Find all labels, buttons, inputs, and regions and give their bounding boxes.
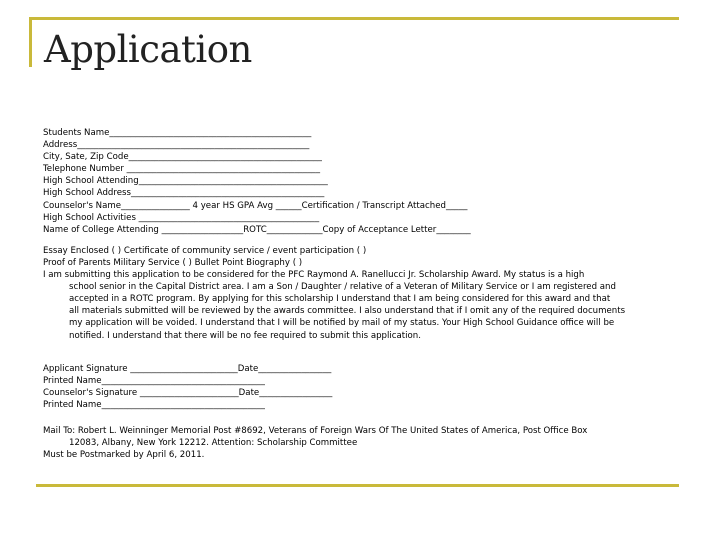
applicant-printed-name-line: Printed Name______________________________________ — [43, 375, 265, 386]
field-address: Address______________________________________________________ — [43, 140, 310, 151]
application-form — [43, 127, 678, 461]
statement-line: school senior in the Capital District area. I am a Son / Daughter / relative of a Veteran of Military Service or I am registered and — [69, 282, 616, 293]
statement-line: I am submitting this application to be considered for the PFC Raymond A. Ranellucci Jr. Scholarship Award. My status is a high — [43, 270, 585, 281]
field-high-school-attending: High School Attending____________________________________________ — [43, 176, 328, 187]
applicant-statement — [43, 269, 678, 342]
field-college-rotc-acceptance: Name of College Attending ___________________ROTC_____________Copy of Acceptance Letter________ — [43, 224, 471, 235]
field-high-school-address: High School Address_____________________________________________ — [43, 188, 325, 199]
field-students-name: Students Name_______________________________________________ — [43, 128, 312, 138]
field-counselor-gpa-certification: Counselor's Name________________ 4 year HS GPA Avg ______Certification / Transcript Attached_____ — [43, 200, 468, 211]
statement-line: accepted in a ROTC program. By applying for this scholarship I understand that I am being considered for this award and that — [69, 294, 611, 305]
mailing-instructions — [43, 425, 678, 461]
statement-line: all materials submitted will be reviewed by the awards committee. I also understand that if I omit any of the required documents — [69, 306, 626, 317]
mail-to-address-line: 12083, Albany, New York 12212. Attention: Scholarship Committee — [69, 438, 358, 449]
page-title: Application — [44, 28, 252, 71]
frame-bottom-rule — [36, 484, 679, 487]
mail-to-line: Mail To: Robert L. Weinninger Memorial Post #8692, Veterans of Foreign Wars Of The United States of America, Post Office Box — [43, 425, 588, 436]
checklist-essay-certificate: Essay Enclosed ( ) Certificate of community service / event participation ( ) — [43, 245, 367, 256]
postmark-deadline: Must be Postmarked by April 6, 2011. — [43, 450, 205, 461]
field-high-school-activities: High School Activities __________________________________________ — [43, 212, 320, 223]
counselor-signature-line: Counselor's Signature _______________________Date_________________ — [43, 387, 333, 398]
field-telephone: Telephone Number _____________________________________________ — [43, 164, 320, 175]
checklist-military-biography: Proof of Parents Military Service ( ) Bullet Point Biography ( ) — [43, 257, 303, 268]
statement-line: my application will be voided. I understand that I will be notified by mail of my status. Your High School Guidance office will be — [69, 318, 615, 329]
counselor-printed-name-line: Printed Name______________________________________ — [43, 399, 265, 410]
frame-left-rule — [29, 17, 32, 67]
field-city-state-zip: City, Sate, Zip Code_____________________________________________ — [43, 152, 322, 163]
frame-top-rule — [29, 17, 679, 20]
statement-line: notified. I understand that there will be no fee required to submit this application. — [69, 330, 421, 341]
applicant-signature-line: Applicant Signature _________________________Date_________________ — [43, 363, 332, 374]
